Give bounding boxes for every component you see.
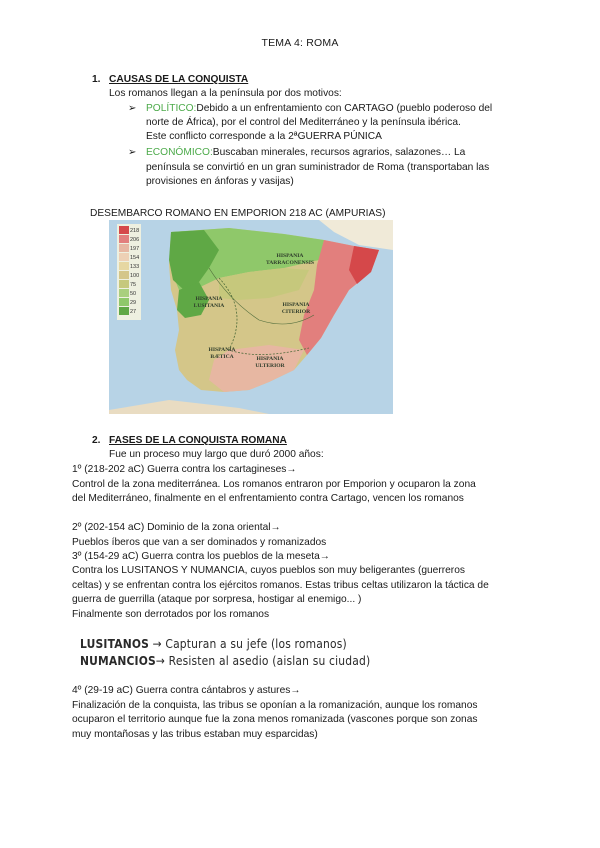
- bullet-arrow-icon: ➢: [128, 103, 137, 114]
- handwritten-numancios: [80, 654, 370, 668]
- phase2-line-1: Pueblos íberos que van a ser dominados y romanizados: [72, 537, 327, 548]
- phase2-title: 2º (202-154 aC) Dominio de la zona oriental→: [72, 522, 281, 533]
- phase1-title: 1º (218-202 aC) Guerra contra los cartagineses→: [72, 464, 297, 475]
- political-text-2: norte de África), por el control del Mediterráneo y la península ibérica.: [146, 117, 461, 128]
- political-label: POLÍTICO:: [146, 103, 197, 114]
- economic-label: ECONÓMICO:: [146, 147, 213, 158]
- region-label-lusitania-2: LUSITANIA: [193, 303, 225, 309]
- section2-intro: Fue un proceso muy largo que duró 2000 años:: [109, 449, 324, 460]
- region-label-citerior-2: CITERIOR: [281, 309, 311, 315]
- political-text-3: Este conflicto corresponde a la 2ªGUERRA PÚNICA: [146, 131, 382, 142]
- region-label-baetica-1: HISPANIA: [208, 347, 236, 353]
- section1-intro: Los romanos llegan a la península por dos motivos:: [109, 88, 342, 99]
- phase1-line-2: del Mediterráneo, finalmente en el enfrentamiento contra Cartago, vencen los romanos: [72, 493, 464, 504]
- political-text-1: Debido a un enfrentamiento con CARTAGO (pueblo poderoso del: [196, 103, 493, 114]
- phase3-line-3: guerra de guerrilla (ataque por sorpresa, hostigar al enemigo... ): [72, 594, 362, 605]
- bullet-arrow-icon: ➢: [128, 147, 137, 158]
- phase3-line-4: Finalmente son derrotados por los romanos: [72, 609, 270, 620]
- legend-label-3: 154: [130, 255, 140, 261]
- region-label-lusitania-1: HISPANIA: [195, 296, 223, 302]
- legend-label-5: 100: [130, 273, 140, 279]
- region-label-tarraconensis-2: TARRACONENSIS: [265, 260, 315, 266]
- hw-lusitanos-rest: → Capturan a su jefe (los romanos): [149, 637, 347, 651]
- legend-label-7: 50: [130, 291, 137, 297]
- section1-number: 1.: [92, 74, 101, 85]
- roman-conquest-map: [109, 220, 393, 414]
- phase3-title: 3º (154-29 aC) Guerra contra los pueblos de la meseta→: [72, 551, 330, 562]
- map-caption: DESEMBARCO ROMANO EN EMPORION 218 AC (AMPURIAS): [90, 208, 386, 219]
- legend-label-0: 218: [130, 228, 140, 234]
- phase4-line-1: Finalización de la conquista, las tribus se oponían a la romanización, aunque los romanos: [72, 700, 478, 711]
- phase4-line-3: muy montañosas y las tribus estaban muy esparcidas): [72, 729, 318, 740]
- legend-label-9: 27: [130, 309, 137, 315]
- region-label-tarraconensis-1: HISPANIA: [276, 253, 304, 259]
- legend-label-2: 197: [130, 246, 140, 252]
- political-line-1: [146, 102, 492, 116]
- economic-line-1: [146, 146, 465, 160]
- legend-label-8: 29: [130, 300, 137, 306]
- legend-label-1: 206: [130, 237, 140, 243]
- legend-label-6: 75: [130, 282, 137, 288]
- phase3-line-1: Contra los LUSITANOS Y NUMANCIA, cuyos pueblos son muy beligerantes (guerreros: [72, 565, 465, 576]
- region-label-baetica-2: BÆTICA: [210, 354, 234, 360]
- handwritten-lusitanos: [80, 637, 347, 651]
- phase1-line-1: Control de la zona mediterránea. Los romanos entraron por Emporion y ocuparon la zona: [72, 479, 476, 490]
- region-label-ulterior-1: HISPANIA: [256, 356, 284, 362]
- region-label-citerior-1: HISPANIA: [282, 302, 310, 308]
- legend-label-4: 133: [130, 264, 140, 270]
- section1-heading: CAUSAS DE LA CONQUISTA: [109, 74, 249, 85]
- economic-text-1: Buscaban minerales, recursos agrarios, salazones… La: [212, 147, 466, 158]
- phase4-line-2: ocuparon el territorio aunque fue la zona menos romanizada (vascones porque son zonas: [72, 714, 478, 725]
- hw-lusitanos-bold: LUSITANOS: [80, 637, 150, 651]
- economic-text-3: provisiones en ánforas y vasijas): [146, 176, 294, 187]
- phase3-line-2: celtas) y se enfrentan contra los ejércitos romanos. Estas tribus celtas utilizaron la táctica de: [72, 580, 489, 591]
- hw-numancios-bold: NUMANCIOS: [80, 654, 156, 668]
- economic-text-2: península se convirtió en un gran suministrador de Roma (transportaban las: [146, 162, 490, 173]
- section2-number: 2.: [92, 435, 101, 446]
- section2-heading: FASES DE LA CONQUISTA ROMANA: [109, 435, 287, 446]
- phase4-title: 4º (29-19 aC) Guerra contra cántabros y astures→: [72, 685, 301, 696]
- page-title: TEMA 4: ROMA: [261, 37, 339, 49]
- hw-numancios-rest: → Resisten al asedio (aislan su ciudad): [155, 654, 371, 668]
- region-label-ulterior-2: ULTERIOR: [255, 363, 285, 369]
